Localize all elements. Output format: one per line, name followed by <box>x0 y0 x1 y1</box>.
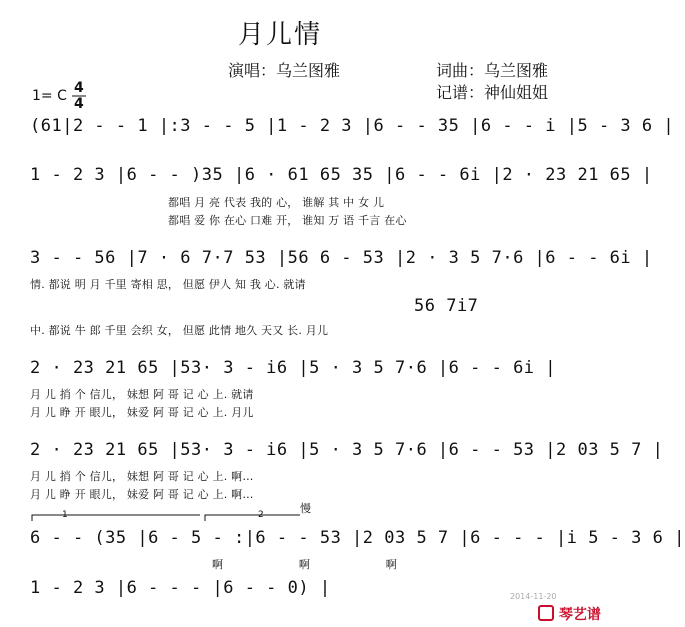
score-line-7: 1 - 2 3 |6 - - - |6 - - 0) | <box>30 578 331 598</box>
score-line-6: 6 - - (35 |6 - 5 - :|6 - - 53 |2 03 5 7 |6 - - - |i 5 - 3 6 | <box>30 528 685 548</box>
score-line-5: 2 · 23 21 65 |53· 3 - i6 |5 · 3 5 7·6 |6 - - 53 |2 03 5 7 | <box>30 440 664 460</box>
time-signature-top: 4 <box>74 80 84 96</box>
lyric-line-4b: 月 儿 睁 开 眼儿， 妹爱 阿 哥 记 心 上. 月儿 <box>30 406 254 419</box>
logo-text: 琴艺谱 <box>558 607 601 623</box>
volta-1-bracket <box>32 515 200 521</box>
volta-1-label: 1 <box>62 510 68 520</box>
lyric-line-4a: 月 儿 捎 个 信儿， 妹想 阿 哥 记 心 上. 就请 <box>30 388 254 401</box>
composer-credit: 词曲：乌兰图雅 <box>436 61 549 80</box>
song-title: 月儿情 <box>238 20 323 50</box>
transcriber-credit: 记谱：神仙姐姐 <box>436 83 549 102</box>
score-line-3: 3 - - 56 |7 · 6 7·7 53 |56 6 - 53 |2 · 3 5 7·6 |6 - - 6i | <box>30 248 653 268</box>
lyric-line-5b: 月 儿 睁 开 眼儿， 妹爱 阿 哥 记 心 上. 啊… <box>30 488 254 501</box>
lyric-line-3b: 中. 都说 牛 郎 千里 会织 女， 但愿 此情 地久 天又 长. 月儿 <box>30 324 329 337</box>
lyric-line-2b: 都唱 爱 你 在心 口难 开， 谁知 万 语 千言 在心 <box>168 214 407 227</box>
lyric-line-3a: 情. 都说 明 月 千里 寄相 思， 但愿 伊人 知 我 心. 就请 <box>30 278 306 291</box>
tempo-mark: 慢 <box>300 502 312 515</box>
logo-mark-icon <box>538 605 554 621</box>
lyric-line-6: 啊 啊 啊 <box>212 558 397 571</box>
site-logo <box>538 604 601 624</box>
lyric-line-2a: 都唱 月 亮 代表 我的 心， 谁解 其 中 女 儿 <box>168 196 385 209</box>
volta-2-bracket <box>205 515 300 521</box>
score-line-2: 1 - 2 3 |6 - - )35 |6 · 61 65 35 |6 - - 6i |2 · 23 21 65 | <box>30 165 653 185</box>
score-line-1: (61|2 - - 1 |:3 - - 5 |1 - 2 3 |6 - - 35 |6 - - i |5 - 3 6 | <box>30 116 675 136</box>
volta-2-label: 2 <box>258 510 264 520</box>
score-line-3-extra: 56 7i7 <box>414 296 479 316</box>
time-signature-bottom: 4 <box>74 96 84 112</box>
score-line-4: 2 · 23 21 65 |53· 3 - i6 |5 · 3 5 7·6 |6 - - 6i | <box>30 358 557 378</box>
singer-credit: 演唱：乌兰图雅 <box>228 61 341 80</box>
lyric-line-5a: 月 儿 捎 个 信儿， 妹想 阿 哥 记 心 上. 啊… <box>30 470 254 483</box>
date-stamp: 2014-11-20 <box>510 592 557 601</box>
key-signature: 1= C <box>32 88 67 104</box>
